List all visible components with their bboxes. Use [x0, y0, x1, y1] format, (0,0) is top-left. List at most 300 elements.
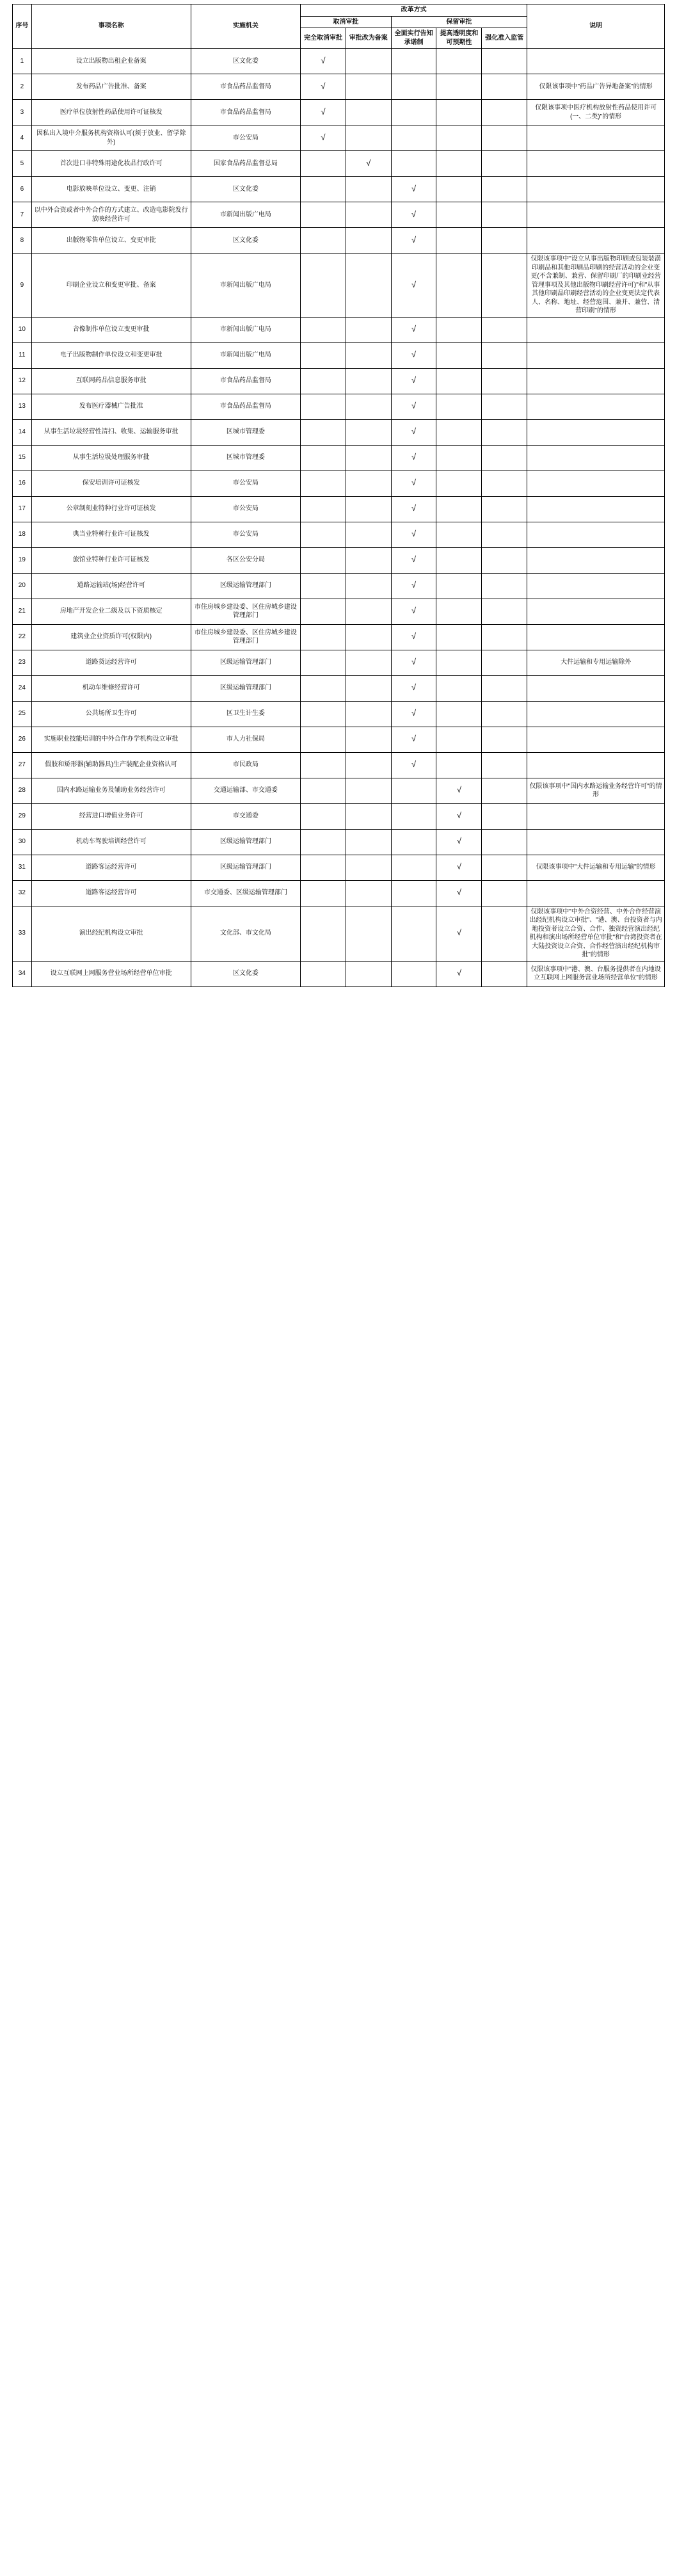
- table-row: [13, 202, 665, 228]
- row-note: 仅限该事项中"中外合资经营、中外合作经营演出经纪机构设立审批"、"港、澳、台投资者与内地投资者设立合资、合作、独资经营演出经纪机构和演出场所经营单位审批"和"台湾投资者在大陆投资设立合资、合作经营演出经纪机构审批"的情形: [527, 906, 665, 961]
- row-note: [527, 675, 665, 701]
- row-note: [527, 880, 665, 906]
- check-icon: √: [411, 580, 417, 590]
- row-seq: 26: [13, 727, 32, 752]
- checkbox-cell-c2: [346, 496, 391, 522]
- row-note: [527, 803, 665, 829]
- row-org: 区文化委: [191, 228, 300, 254]
- check-icon: √: [456, 836, 461, 846]
- row-org: 各区公安分局: [191, 547, 300, 573]
- checkbox-cell-c2: [346, 906, 391, 961]
- row-org: 市食品药品监督局: [191, 100, 300, 125]
- row-item-name: 国内水路运输业务及辅助业务经营许可: [31, 778, 191, 803]
- row-note: 仅限该事项中"港、澳、台服务提供者在内地设立互联网上网服务营业场所经营单位"的情形: [527, 961, 665, 986]
- check-icon: √: [411, 734, 417, 744]
- checkbox-cell-c2: [346, 419, 391, 445]
- header-cancel-full: 完全取消审批: [301, 28, 346, 49]
- checkbox-cell-k3: [482, 961, 527, 986]
- row-item-name: 保安培训许可证核发: [31, 471, 191, 496]
- row-seq: 23: [13, 650, 32, 675]
- table-row: [13, 228, 665, 254]
- check-icon: √: [411, 183, 417, 193]
- checkbox-cell-k1: [391, 727, 436, 752]
- checkbox-cell-c2: [346, 445, 391, 471]
- row-note: [527, 445, 665, 471]
- checkbox-cell-k2: [436, 880, 482, 906]
- checkbox-cell-c2: [346, 342, 391, 368]
- table-row: [13, 803, 665, 829]
- checkbox-cell-c1: [301, 74, 346, 100]
- checkbox-cell-c2: [346, 675, 391, 701]
- table-row: [13, 727, 665, 752]
- row-item-name: 道路客运经营许可: [31, 880, 191, 906]
- checkbox-cell-c1: [301, 100, 346, 125]
- checkbox-cell-k1: [391, 778, 436, 803]
- checkbox-cell-k1: [391, 803, 436, 829]
- checkbox-cell-k1: [391, 254, 436, 318]
- check-icon: √: [321, 81, 326, 91]
- checkbox-cell-k1: [391, 471, 436, 496]
- row-item-name: 音像制作单位设立变更审批: [31, 317, 191, 342]
- check-icon: √: [321, 55, 326, 65]
- row-seq: 22: [13, 624, 32, 650]
- row-note: 大件运输和专用运输除外: [527, 650, 665, 675]
- checkbox-cell-k1: [391, 829, 436, 855]
- row-org: 市住房城乡建设委、区住房城乡建设管理部门: [191, 624, 300, 650]
- table-row: [13, 419, 665, 445]
- row-org: 市住房城乡建设委、区住房城乡建设管理部门: [191, 599, 300, 624]
- checkbox-cell-c1: [301, 419, 346, 445]
- row-item-name: 公共场所卫生许可: [31, 701, 191, 727]
- checkbox-cell-k2: [436, 752, 482, 778]
- checkbox-cell-c2: [346, 74, 391, 100]
- check-icon: √: [456, 968, 461, 978]
- checkbox-cell-c2: [346, 228, 391, 254]
- row-note: [527, 49, 665, 74]
- checkbox-cell-k2: [436, 394, 482, 419]
- row-item-name: 房地产开发企业二级及以下资质核定: [31, 599, 191, 624]
- check-icon: √: [411, 759, 417, 769]
- table-row: [13, 961, 665, 986]
- checkbox-cell-k1: [391, 317, 436, 342]
- checkbox-cell-k2: [436, 727, 482, 752]
- check-icon: √: [411, 279, 417, 289]
- checkbox-cell-c1: [301, 522, 346, 547]
- checkbox-cell-c1: [301, 254, 346, 318]
- checkbox-cell-k2: [436, 522, 482, 547]
- checkbox-cell-k1: [391, 228, 436, 254]
- check-icon: √: [411, 682, 417, 693]
- table-row: [13, 650, 665, 675]
- row-note: [527, 394, 665, 419]
- table-row: [13, 573, 665, 599]
- checkbox-cell-k3: [482, 855, 527, 880]
- header-reform: 改革方式: [301, 4, 527, 17]
- checkbox-cell-c2: [346, 650, 391, 675]
- row-org: 国家食品药品监督总局: [191, 151, 300, 177]
- table-head: [13, 4, 665, 49]
- checkbox-cell-k1: [391, 151, 436, 177]
- row-org: 市人力社保局: [191, 727, 300, 752]
- checkbox-cell-k3: [482, 471, 527, 496]
- checkbox-cell-c1: [301, 961, 346, 986]
- table-row: [13, 151, 665, 177]
- checkbox-cell-k3: [482, 778, 527, 803]
- checkbox-cell-k2: [436, 317, 482, 342]
- table-row: [13, 599, 665, 624]
- checkbox-cell-k2: [436, 49, 482, 74]
- checkbox-cell-c2: [346, 471, 391, 496]
- checkbox-cell-k3: [482, 151, 527, 177]
- checkbox-cell-k2: [436, 624, 482, 650]
- row-org: 市公安局: [191, 471, 300, 496]
- checkbox-cell-k3: [482, 573, 527, 599]
- checkbox-cell-c2: [346, 752, 391, 778]
- checkbox-cell-c2: [346, 855, 391, 880]
- row-note: [527, 752, 665, 778]
- table-row: [13, 74, 665, 100]
- row-note: [527, 547, 665, 573]
- header-cancel-to-record: 审批改为备案: [346, 28, 391, 49]
- checkbox-cell-k3: [482, 368, 527, 394]
- row-org: 文化部、市文化局: [191, 906, 300, 961]
- checkbox-cell-c2: [346, 803, 391, 829]
- row-seq: 28: [13, 778, 32, 803]
- checkbox-cell-k2: [436, 74, 482, 100]
- check-icon: √: [321, 106, 326, 117]
- check-icon: √: [411, 401, 417, 411]
- row-seq: 13: [13, 394, 32, 419]
- checkbox-cell-k3: [482, 100, 527, 125]
- row-org: 区文化委: [191, 49, 300, 74]
- row-note: [527, 496, 665, 522]
- row-note: 仅限该事项中医疗机构放射性药品使用许可(一、二类)"的情形: [527, 100, 665, 125]
- checkbox-cell-k1: [391, 650, 436, 675]
- checkbox-cell-c1: [301, 342, 346, 368]
- table-row: [13, 100, 665, 125]
- checkbox-cell-k3: [482, 419, 527, 445]
- row-item-name: 发布医疗器械广告批准: [31, 394, 191, 419]
- checkbox-cell-c2: [346, 125, 391, 151]
- checkbox-cell-k3: [482, 342, 527, 368]
- checkbox-cell-k1: [391, 906, 436, 961]
- checkbox-cell-c1: [301, 803, 346, 829]
- checkbox-cell-k1: [391, 624, 436, 650]
- checkbox-cell-k2: [436, 151, 482, 177]
- checkbox-cell-k2: [436, 202, 482, 228]
- checkbox-cell-k3: [482, 254, 527, 318]
- row-item-name: 演出经纪机构设立审批: [31, 906, 191, 961]
- check-icon: √: [411, 606, 417, 616]
- check-icon: √: [456, 785, 461, 795]
- row-item-name: 公章制刻业特种行业许可证核发: [31, 496, 191, 522]
- table-row: [13, 778, 665, 803]
- row-seq: 3: [13, 100, 32, 125]
- row-item-name: 首次进口非特殊用途化妆品行政许可: [31, 151, 191, 177]
- row-item-name: 设立互联网上网服务营业场所经营单位审批: [31, 961, 191, 986]
- row-item-name: 假肢和矫形器(辅助器具)生产装配企业资格认可: [31, 752, 191, 778]
- table-row: [13, 49, 665, 74]
- checkbox-cell-k2: [436, 445, 482, 471]
- checkbox-cell-k3: [482, 880, 527, 906]
- row-seq: 32: [13, 880, 32, 906]
- row-org: 区城市管理委: [191, 445, 300, 471]
- checkbox-cell-c2: [346, 961, 391, 986]
- row-seq: 14: [13, 419, 32, 445]
- checkbox-cell-c2: [346, 727, 391, 752]
- row-org: 交通运输部、市交通委: [191, 778, 300, 803]
- check-icon: √: [411, 209, 417, 219]
- table-row: [13, 471, 665, 496]
- table-row: [13, 547, 665, 573]
- checkbox-cell-c1: [301, 496, 346, 522]
- row-note: [527, 342, 665, 368]
- checkbox-cell-k3: [482, 803, 527, 829]
- row-seq: 8: [13, 228, 32, 254]
- check-icon: √: [411, 452, 417, 462]
- table-row: [13, 906, 665, 961]
- row-org: 区级运输管理部门: [191, 675, 300, 701]
- checkbox-cell-c1: [301, 675, 346, 701]
- check-icon: √: [456, 862, 461, 872]
- checkbox-cell-c1: [301, 650, 346, 675]
- check-icon: √: [411, 234, 417, 245]
- row-item-name: 以中外合资或者中外合作的方式建立、改造电影院发行放映经营许可: [31, 202, 191, 228]
- checkbox-cell-k1: [391, 394, 436, 419]
- row-note: 仅限该事项中"国内水路运输业务经营许可"的情形: [527, 778, 665, 803]
- checkbox-cell-k1: [391, 202, 436, 228]
- checkbox-cell-k3: [482, 599, 527, 624]
- row-seq: 18: [13, 522, 32, 547]
- checkbox-cell-k3: [482, 522, 527, 547]
- table-row: [13, 855, 665, 880]
- checkbox-cell-k2: [436, 906, 482, 961]
- checkbox-cell-k1: [391, 880, 436, 906]
- checkbox-cell-c2: [346, 317, 391, 342]
- checkbox-cell-c2: [346, 394, 391, 419]
- document-page: [0, 4, 677, 2576]
- row-note: [527, 419, 665, 445]
- checkbox-cell-k1: [391, 752, 436, 778]
- header-keep-group: 保留审批: [391, 16, 527, 28]
- row-seq: 6: [13, 177, 32, 202]
- checkbox-cell-k3: [482, 727, 527, 752]
- check-icon: √: [411, 350, 417, 360]
- checkbox-cell-k1: [391, 855, 436, 880]
- checkbox-cell-k3: [482, 547, 527, 573]
- checkbox-cell-c2: [346, 100, 391, 125]
- row-item-name: 电子出版物制作单位设立和变更审批: [31, 342, 191, 368]
- row-org: 市食品药品监督局: [191, 368, 300, 394]
- checkbox-cell-c2: [346, 368, 391, 394]
- row-org: 市新闻出版广电局: [191, 254, 300, 318]
- checkbox-cell-c2: [346, 254, 391, 318]
- checkbox-cell-c1: [301, 727, 346, 752]
- row-item-name: 机动车驾驶培训经营许可: [31, 829, 191, 855]
- row-item-name: 医疗单位放射性药品使用许可证核发: [31, 100, 191, 125]
- row-item-name: 因私出入境中介服务机构资格认可(须于放业、留学除外): [31, 125, 191, 151]
- checkbox-cell-c1: [301, 151, 346, 177]
- checkbox-cell-c1: [301, 880, 346, 906]
- checkbox-cell-k2: [436, 547, 482, 573]
- row-note: [527, 573, 665, 599]
- checkbox-cell-c1: [301, 855, 346, 880]
- row-org: 区级运输管理部门: [191, 573, 300, 599]
- check-icon: √: [411, 529, 417, 539]
- row-org: 区文化委: [191, 961, 300, 986]
- row-org: 市交通委、区级运输管理部门: [191, 880, 300, 906]
- row-seq: 11: [13, 342, 32, 368]
- header-keep-notice: 全面实行告知承诺制: [391, 28, 436, 49]
- row-note: [527, 125, 665, 151]
- row-item-name: 实施职业技能培训的中外合作办学机构设立审批: [31, 727, 191, 752]
- checkbox-cell-k3: [482, 49, 527, 74]
- table-row: [13, 675, 665, 701]
- row-note: [527, 317, 665, 342]
- check-icon: √: [411, 426, 417, 437]
- header-keep-transparent: 提高透明度和可预期性: [436, 28, 482, 49]
- row-org: 区级运输管理部门: [191, 855, 300, 880]
- checkbox-cell-k3: [482, 317, 527, 342]
- row-org: 市公安局: [191, 522, 300, 547]
- check-icon: √: [456, 928, 461, 938]
- checkbox-cell-k1: [391, 74, 436, 100]
- checkbox-cell-c1: [301, 317, 346, 342]
- row-item-name: 发布药品广告批准、备案: [31, 74, 191, 100]
- checkbox-cell-k2: [436, 675, 482, 701]
- checkbox-cell-k3: [482, 202, 527, 228]
- row-note: [527, 202, 665, 228]
- table-row: [13, 880, 665, 906]
- checkbox-cell-c2: [346, 547, 391, 573]
- check-icon: √: [456, 810, 461, 821]
- checkbox-cell-c2: [346, 624, 391, 650]
- checkbox-cell-k2: [436, 419, 482, 445]
- check-icon: √: [411, 657, 417, 667]
- row-item-name: 从事生活垃圾经营性清扫、收集、运输服务审批: [31, 419, 191, 445]
- checkbox-cell-k2: [436, 855, 482, 880]
- checkbox-cell-k1: [391, 342, 436, 368]
- row-item-name: 旅馆业特种行业许可证核发: [31, 547, 191, 573]
- checkbox-cell-k2: [436, 778, 482, 803]
- checkbox-cell-k1: [391, 100, 436, 125]
- checkbox-cell-c2: [346, 49, 391, 74]
- row-seq: 25: [13, 701, 32, 727]
- row-org: 市民政局: [191, 752, 300, 778]
- checkbox-cell-k3: [482, 752, 527, 778]
- checkbox-cell-k2: [436, 496, 482, 522]
- table-row: [13, 177, 665, 202]
- checkbox-cell-k3: [482, 125, 527, 151]
- table-row: [13, 522, 665, 547]
- row-note: [527, 522, 665, 547]
- checkbox-cell-k3: [482, 177, 527, 202]
- checkbox-cell-c1: [301, 125, 346, 151]
- row-note: [527, 829, 665, 855]
- checkbox-cell-k2: [436, 228, 482, 254]
- checkbox-cell-c1: [301, 906, 346, 961]
- checkbox-cell-c1: [301, 752, 346, 778]
- row-org: 市新闻出版广电局: [191, 317, 300, 342]
- row-org: 市新闻出版广电局: [191, 202, 300, 228]
- check-icon: √: [411, 375, 417, 385]
- header-seq: 序号: [13, 4, 32, 49]
- checkbox-cell-c1: [301, 177, 346, 202]
- checkbox-cell-k3: [482, 701, 527, 727]
- header-name: 事项名称: [31, 4, 191, 49]
- checkbox-cell-k3: [482, 228, 527, 254]
- table-row: [13, 752, 665, 778]
- row-item-name: 机动车维修经营许可: [31, 675, 191, 701]
- row-org: 市食品药品监督局: [191, 74, 300, 100]
- checkbox-cell-k2: [436, 650, 482, 675]
- row-item-name: 从事生活垃圾处理服务审批: [31, 445, 191, 471]
- row-item-name: 设立出版物出租企业备案: [31, 49, 191, 74]
- row-org: 区文化委: [191, 177, 300, 202]
- row-note: [527, 228, 665, 254]
- row-seq: 5: [13, 151, 32, 177]
- checkbox-cell-c2: [346, 829, 391, 855]
- checkbox-cell-k2: [436, 961, 482, 986]
- checkbox-cell-c2: [346, 522, 391, 547]
- table-row: [13, 254, 665, 318]
- checkbox-cell-k2: [436, 342, 482, 368]
- row-seq: 9: [13, 254, 32, 318]
- row-item-name: 电影放映单位设立、变更、注销: [31, 177, 191, 202]
- row-item-name: 道路运输站(场)经营许可: [31, 573, 191, 599]
- row-seq: 30: [13, 829, 32, 855]
- row-seq: 16: [13, 471, 32, 496]
- row-org: 市新闻出版广电局: [191, 342, 300, 368]
- row-item-name: 道路货运经营许可: [31, 650, 191, 675]
- table-row: [13, 445, 665, 471]
- checkbox-cell-k3: [482, 624, 527, 650]
- checkbox-cell-k2: [436, 803, 482, 829]
- row-seq: 34: [13, 961, 32, 986]
- table-row: [13, 829, 665, 855]
- row-note: [527, 727, 665, 752]
- check-icon: √: [411, 478, 417, 488]
- row-note: [527, 701, 665, 727]
- checkbox-cell-k1: [391, 177, 436, 202]
- checkbox-cell-c1: [301, 624, 346, 650]
- row-item-name: 典当业特种行业许可证核发: [31, 522, 191, 547]
- checkbox-cell-k1: [391, 496, 436, 522]
- row-seq: 33: [13, 906, 32, 961]
- row-item-name: 互联网药品信息服务审批: [31, 368, 191, 394]
- row-item-name: 出版物零售单位设立、变更审批: [31, 228, 191, 254]
- row-note: 仅限该事项中"药品广告异地备案"的情形: [527, 74, 665, 100]
- table-row: [13, 125, 665, 151]
- checkbox-cell-c2: [346, 778, 391, 803]
- header-keep-supervise: 强化准入监管: [482, 28, 527, 49]
- row-seq: 17: [13, 496, 32, 522]
- checkbox-cell-c1: [301, 471, 346, 496]
- table-body: [13, 49, 665, 987]
- row-org: 市公安局: [191, 125, 300, 151]
- check-icon: √: [456, 887, 461, 898]
- check-icon: √: [411, 554, 417, 565]
- checkbox-cell-c1: [301, 228, 346, 254]
- checkbox-cell-k1: [391, 961, 436, 986]
- table-row: [13, 701, 665, 727]
- checkbox-cell-k3: [482, 675, 527, 701]
- checkbox-cell-k2: [436, 573, 482, 599]
- row-seq: 4: [13, 125, 32, 151]
- checkbox-cell-k2: [436, 125, 482, 151]
- row-note: [527, 151, 665, 177]
- table-row: [13, 496, 665, 522]
